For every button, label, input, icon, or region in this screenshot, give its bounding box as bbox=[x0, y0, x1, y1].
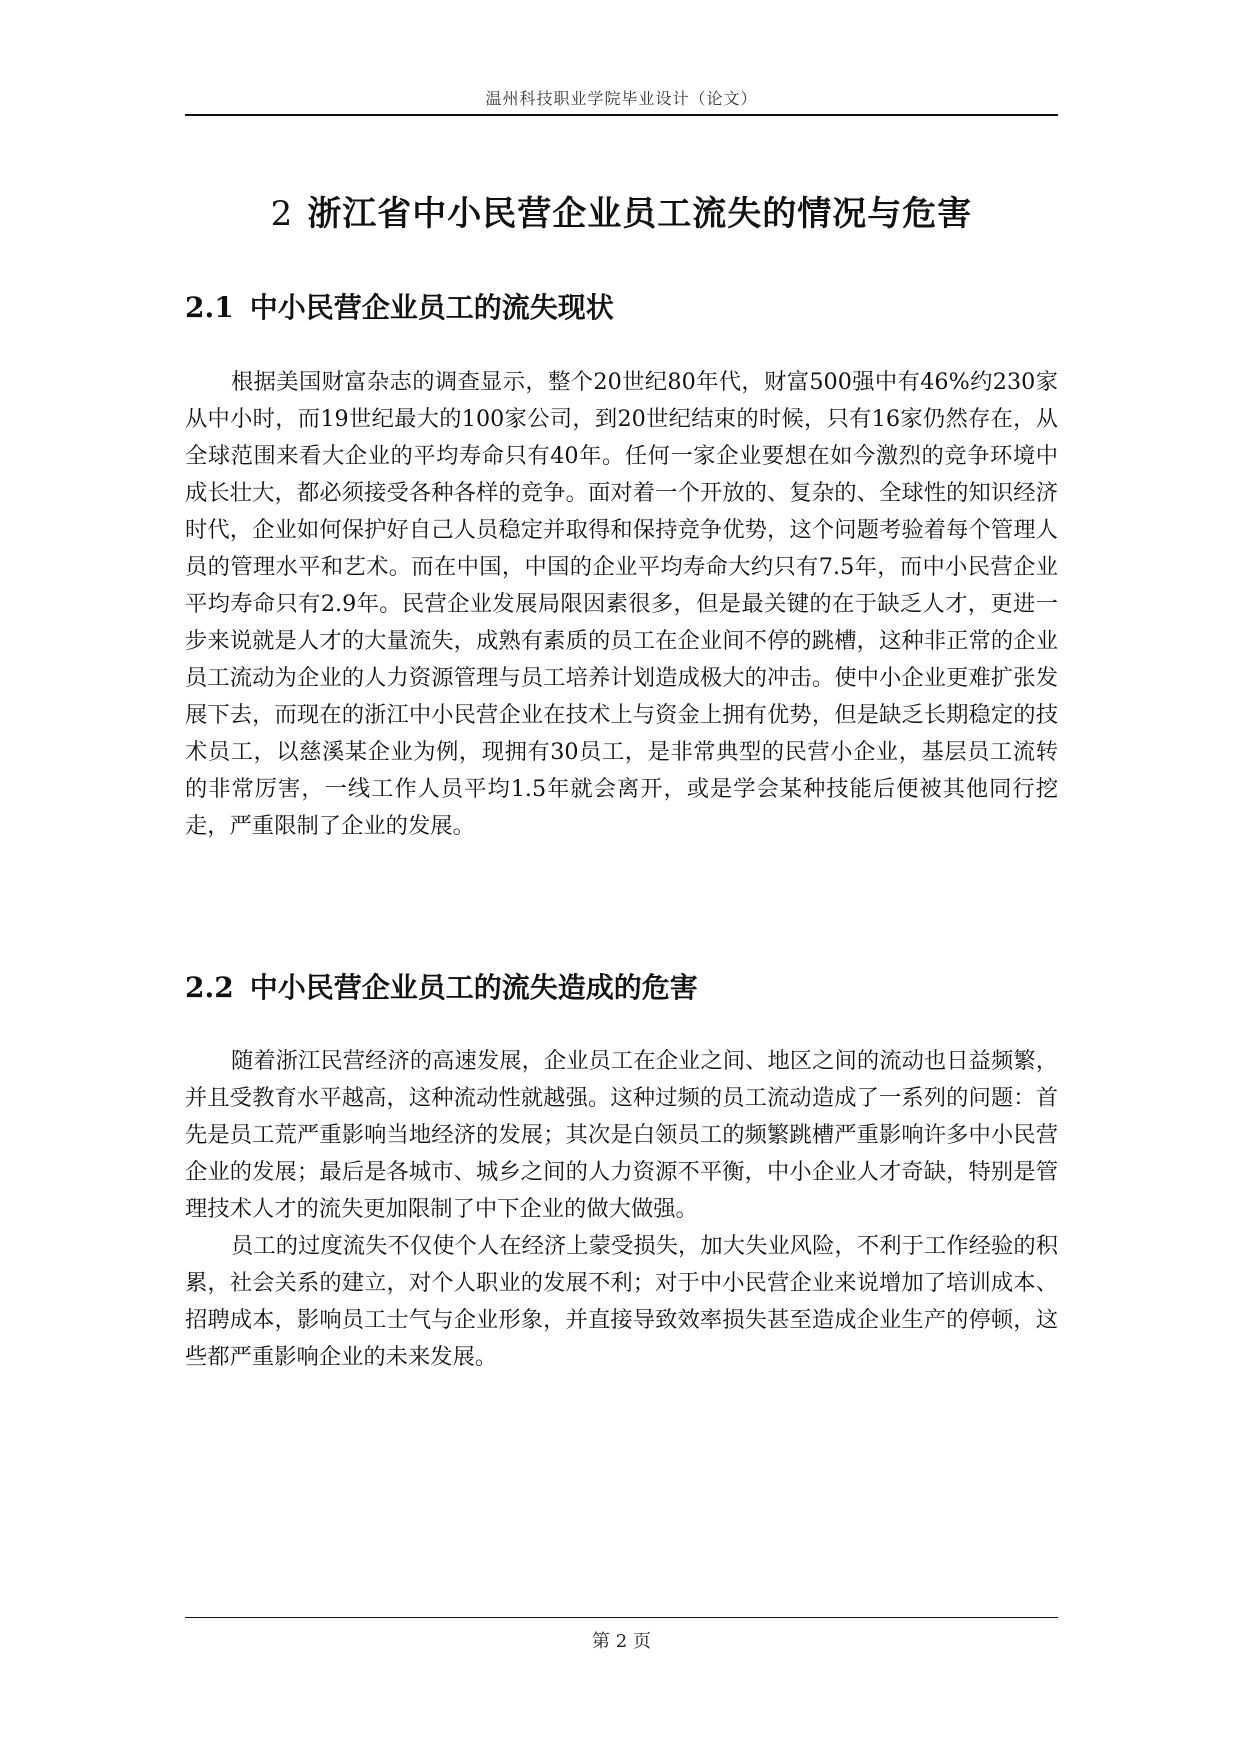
section-number: 2.1 bbox=[185, 291, 234, 324]
section-title: 中小民营企业员工的流失造成的危害 bbox=[249, 971, 698, 1004]
page-number: 第 2 页 bbox=[592, 1631, 651, 1652]
section-number: 2.2 bbox=[185, 971, 234, 1004]
paragraph: 随着浙江民营经济的高速发展，企业员工在企业之间、地区之间的流动也日益频繁，并且受教育水平越高，这种流动性就越强。这种过频的员工流动造成了一系列的问题：首先是员工荒严重影响当地经济的发展；其次是白领员工的频繁跳槽严重影响许多中小民营企业的发展；最后是各城市、城乡之间的人力资源不平衡，中小企业人才奇缺，特别是管理技术人才的流失更加限制了中下企业的做大做强。 bbox=[185, 1048, 1058, 1222]
section-heading bbox=[185, 288, 1058, 328]
chapter-title bbox=[185, 190, 1058, 238]
running-header: 温州科技职业学院毕业设计（论文） bbox=[485, 89, 758, 108]
section-heading bbox=[185, 968, 1058, 1008]
section-title: 中小民营企业员工的流失现状 bbox=[249, 291, 614, 324]
paragraph: 根据美国财富杂志的调查显示，整个20世纪80年代，财富500强中有46%约230家从中小时，而19世纪最大的100家公司，到20世纪结束的时候，只有16家仍然存在，从全球范围来看大企业的平均寿命只有40年。任何一家企业要想在如今激烈的竞争环境中成长壮大，都必须接受各种各样的竞争。面对着一个开放的、复杂的、全球性的知识经济时代，企业如何保护好自己人员稳定并取得和保持竞争优势，这个问题考验着每个管理人员的管理水平和艺术。而在中国，中国的企业平均寿命大约只有7.5年，而中小民营企业平均寿命只有2.9年。民营企业发展局限因素很多，但是最关键的在于缺乏人才，更进一步来说就是人才的大量流失，成熟有素质的员工在企业间不停的跳槽，这种非正常的企业员工流动为企业的人力资源管理与员工培养计划造成极大的冲击。使中小企业更难扩张发展下去，而现在的浙江中小民营企业在技术上与资金上拥有优势，但是缺乏长期稳定的技术员工，以慈溪某企业为例，现拥有30员工，是非常典型的民营小企业，基层员工流转的非常厉害，一线工作人员平均1.5年就会离开，或是学会某种技能后便被其他同行挖走，严重限制了企业的发展。 bbox=[185, 369, 1058, 839]
section-heading-2-1 bbox=[185, 288, 1058, 328]
header-rule bbox=[185, 114, 1058, 116]
section-body-2-1 bbox=[185, 364, 1058, 845]
section-heading-2-2 bbox=[185, 968, 1058, 1008]
chapter-title-text: 浙江省中小民营企业员工流失的情况与危害 bbox=[307, 194, 973, 234]
footer-rule bbox=[185, 1617, 1058, 1618]
chapter-number: 2 bbox=[270, 194, 294, 234]
section-body-2-2 bbox=[185, 1043, 1058, 1376]
paragraph: 员工的过度流失不仅使个人在经济上蒙受损失，加大失业风险，不利于工作经验的积累，社会关系的建立，对个人职业的发展不利；对于中小民营企业来说增加了培训成本、招聘成本，影响员工士气与企业形象，并直接导致效率损失甚至造成企业生产的停顿，这些都严重影响企业的未来发展。 bbox=[185, 1233, 1058, 1370]
